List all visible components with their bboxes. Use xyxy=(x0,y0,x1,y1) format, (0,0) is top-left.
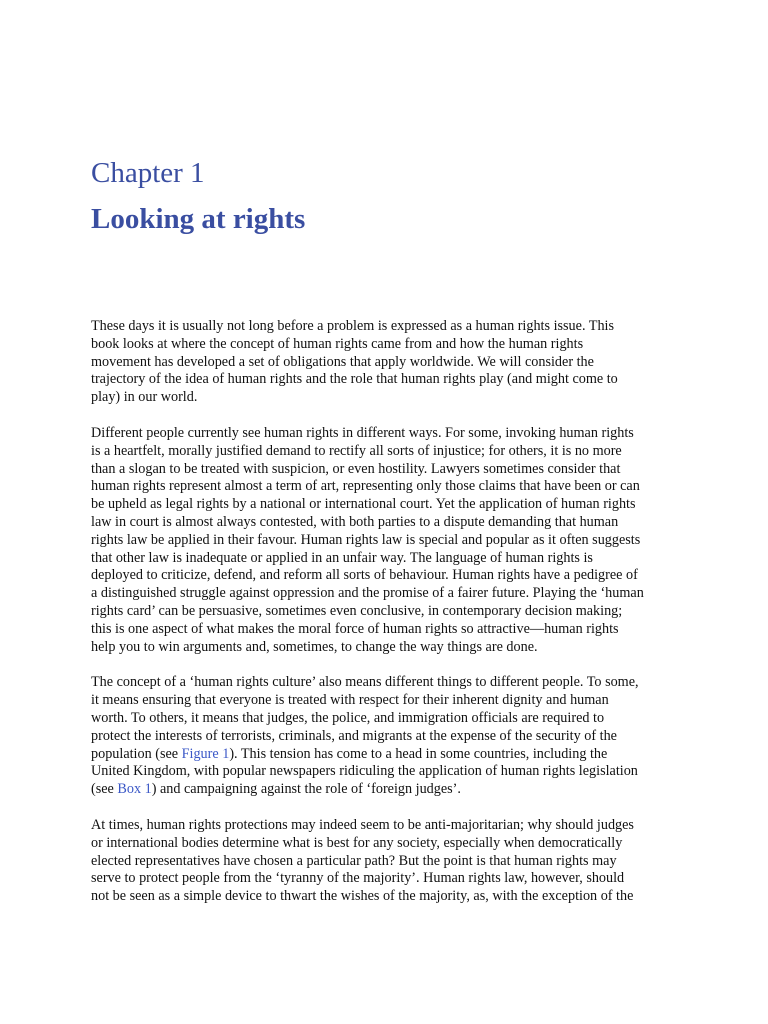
text-segment: worth. To others, it means that judges, the police, and immigration officials are required to xyxy=(91,709,605,726)
text-line xyxy=(91,461,691,479)
text-line xyxy=(91,532,691,550)
text-segment: movement has developed a set of obligations that apply worldwide. We will consider the xyxy=(91,353,594,370)
text-segment: not be seen as a simple device to thwart the wishes of the majority, as, with the exception of the xyxy=(91,888,634,905)
text-line xyxy=(91,692,691,710)
text-segment: it means ensuring that everyone is treated with respect for their inherent dignity and human xyxy=(91,692,609,709)
text-line xyxy=(91,888,691,906)
chapter-number: Chapter 1 xyxy=(91,157,205,189)
text-line xyxy=(91,371,691,389)
paragraph-2 xyxy=(91,425,691,656)
text-segment: United Kingdom, with popular newspapers ridiculing the application of human rights legislation xyxy=(91,763,638,780)
text-line xyxy=(91,728,691,746)
text-line xyxy=(91,585,691,603)
text-line xyxy=(91,603,691,621)
text-line xyxy=(91,389,691,407)
text-segment: The concept of a ‘human rights culture’ also means different things to different people. To some, xyxy=(91,674,639,691)
text-line xyxy=(91,550,691,568)
text-line xyxy=(91,336,691,354)
figure-1-link[interactable]: Figure 1 xyxy=(181,745,230,762)
text-segment: or international bodies determine what is best for any society, especially when democratically xyxy=(91,834,623,851)
text-segment: elected representatives have chosen a particular path? But the point is that human rights may xyxy=(91,852,617,869)
text-segment: rights card’ can be persuasive, sometimes even conclusive, in contemporary decision making; xyxy=(91,602,623,619)
text-line xyxy=(91,710,691,728)
text-line xyxy=(91,318,691,336)
text-segment: protect the interests of terrorists, criminals, and migrants at the expense of the security of the xyxy=(91,727,617,744)
text-line xyxy=(91,443,691,461)
text-segment: is a heartfelt, morally justified demand to rectify all sorts of injustice; for others, it is no more xyxy=(91,442,622,459)
text-segment: a distinguished struggle against oppression and the promise of a fairer future. Playing the ‘human xyxy=(91,585,644,602)
text-segment: law in court is almost always contested, with both parties to a dispute demanding that human xyxy=(91,513,619,530)
text-segment: serve to protect people from the ‘tyranny of the majority’. Human rights law, however, should xyxy=(91,870,625,887)
text-segment: this is one aspect of what makes the moral force of human rights so attractive—human rights xyxy=(91,620,619,637)
text-segment: ). This tension has come to a head in some countries, including the xyxy=(229,745,608,762)
text-segment: deployed to criticize, defend, and reform all sorts of behaviour. Human rights have a pedigree of xyxy=(91,567,638,584)
chapter-title: Looking at rights xyxy=(91,203,306,235)
text-line xyxy=(91,746,691,764)
text-line xyxy=(91,496,691,514)
text-line xyxy=(91,639,691,657)
text-segment: trajectory of the idea of human rights and the role that human rights play (and might come to xyxy=(91,371,618,388)
text-segment: than a slogan to be treated with suspicion, or even hostility. Lawyers sometimes consider that xyxy=(91,460,621,477)
text-segment: help you to win arguments and, sometimes, to change the way things are done. xyxy=(91,638,538,655)
text-line xyxy=(91,817,691,835)
text-line xyxy=(91,354,691,372)
text-segment: ) and campaigning against the role of ‘foreign judges’. xyxy=(151,781,461,798)
text-line xyxy=(91,567,691,585)
text-segment: book looks at where the concept of human rights came from and how the human rights xyxy=(91,335,584,352)
text-segment: play) in our world. xyxy=(91,389,198,406)
paragraph-4 xyxy=(91,817,691,906)
text-line xyxy=(91,781,691,799)
text-segment: human rights represent almost a term of art, representing only those claims that have been or can xyxy=(91,478,640,495)
text-line xyxy=(91,763,691,781)
text-line xyxy=(91,478,691,496)
text-line xyxy=(91,425,691,443)
text-segment: rights law be applied in their favour. Human rights law is special and popular as it often suggests xyxy=(91,531,641,548)
text-line xyxy=(91,621,691,639)
text-line xyxy=(91,870,691,888)
text-segment: population (see xyxy=(91,745,182,762)
text-segment: At times, human rights protections may indeed seem to be anti-majoritarian; why should judges xyxy=(91,816,634,833)
text-segment: These days it is usually not long before a problem is expressed as a human rights issue. This xyxy=(91,318,615,334)
box-1-link[interactable]: Box 1 xyxy=(117,781,152,798)
text-line xyxy=(91,674,691,692)
text-line xyxy=(91,853,691,871)
text-line xyxy=(91,514,691,532)
text-segment: (see xyxy=(91,781,118,798)
text-line xyxy=(91,835,691,853)
body-text xyxy=(91,318,691,924)
text-segment: be upheld as legal rights by a national or international court. Yet the application of human rights xyxy=(91,496,636,513)
paragraph-1 xyxy=(91,318,691,407)
text-segment: that other law is inadequate or applied in an unfair way. The language of human rights is xyxy=(91,549,593,566)
paragraph-3 xyxy=(91,674,691,799)
text-segment: Different people currently see human rights in different ways. For some, invoking human rights xyxy=(91,424,634,441)
